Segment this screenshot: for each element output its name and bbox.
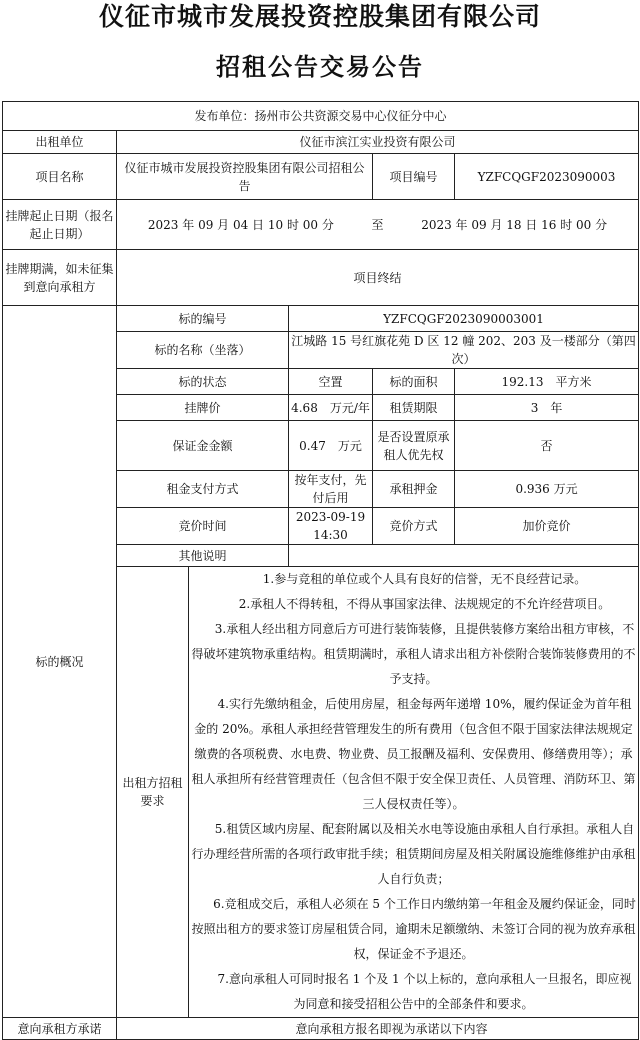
commitment-label: 意向承租方承诺 — [3, 1018, 117, 1040]
subject-bid-method-label: 竞价方式 — [373, 508, 455, 545]
document-subtitle: 招租公告交易公告 — [216, 52, 424, 81]
subject-area-label: 标的面积 — [373, 369, 455, 395]
listing-start: 2023 年 09 月 04 日 10 时 00 分 — [147, 217, 334, 232]
expiry-value: 项目终结 — [117, 250, 639, 306]
project-code-label: 项目编号 — [373, 154, 455, 200]
subject-bid-method-value: 加价竞价 — [455, 508, 639, 545]
subject-bid-time-value: 2023-09-19 14:30 — [289, 508, 373, 545]
project-name-value: 仪征市城市发展投资控股集团有限公司招租公告 — [117, 154, 373, 200]
subject-term-value: 3 年 — [455, 395, 639, 421]
subject-name-value: 江城路 15 号红旗花苑 D 区 12 幢 202、203 及一楼部分（第四次） — [289, 332, 639, 369]
subject-rent-deposit-label: 承租押金 — [373, 471, 455, 508]
expiry-label: 挂牌期满，如未征集到意向承租方 — [3, 250, 117, 306]
subject-deposit-label: 保证金金额 — [117, 421, 289, 471]
subject-priority-value: 否 — [455, 421, 639, 471]
publisher-row: 发布单位：扬州市公共资源交易中心仪征分中心 — [3, 102, 639, 131]
subject-term-label: 租赁期限 — [373, 395, 455, 421]
subject-status-value: 空置 — [289, 369, 373, 395]
subject-rent-deposit-value: 0.936 万元 — [455, 471, 639, 508]
requirement-item: 7.意向承租人可同时报名 1 个及 1 个以上标的，意向承租人一旦报名，即应视为同意和接受招租公告中的全部条件和要求。 — [217, 972, 632, 1011]
requirement-item: 3.承租人经出租方同意后方可进行装饰装修，且提供装修方案给出租方审核，不得破坏建筑物承重结构。租赁期满时，承租人请求出租方补偿附合装饰装修费用的不予支持。 — [191, 622, 636, 686]
subject-name-label: 标的名称（坐落） — [117, 332, 289, 369]
requirement-item: 6.竞租成交后，承租人必须在 5 个工作日内缴纳第一年租金及履约保证金，同时按照出租方的要求签订房屋租赁合同，逾期未足额缴纳、未签订合同的视为放弃承租权，保证金不予退还。 — [191, 897, 636, 961]
document-title: 仪征市城市发展投资控股集团有限公司 — [98, 2, 541, 31]
project-code-value: YZFCQGF2023090003 — [455, 154, 639, 200]
requirements-list — [189, 567, 639, 1018]
subject-code-label: 标的编号 — [117, 306, 289, 332]
requirements-label: 出租方招租要求 — [117, 567, 189, 1018]
commitment-value: 意向承租方报名即视为承诺以下内容 — [117, 1018, 639, 1040]
subject-price-label: 挂牌价 — [117, 395, 289, 421]
subject-other-label: 其他说明 — [117, 545, 289, 567]
subject-price-value: 4.68 万元/年 — [289, 395, 373, 421]
subject-deposit-value: 0.47 万元 — [289, 421, 373, 471]
subject-bid-time-label: 竞价时间 — [117, 508, 289, 545]
subject-payment-label: 租金支付方式 — [117, 471, 289, 508]
listing-to: 至 — [371, 217, 384, 232]
lessor-value: 仪征市滨江实业投资有限公司 — [117, 131, 639, 154]
announcement-table — [2, 101, 639, 1040]
subject-status-label: 标的状态 — [117, 369, 289, 395]
lessor-label: 出租单位 — [3, 131, 117, 154]
requirement-item: 1.参与竞租的单位或个人具有良好的信誉，无不良经营记录。 — [262, 572, 587, 586]
requirement-item: 4.实行先缴纳租金，后使用房屋，租金每两年递增 10%，履约保证金为首年租金的 20%。承租人承担经营管理发生的所有费用（包含但不限于国家法律法规规定缴费的各项税费、水电费、物业费、员工报酬及福利、安保费用、修缮费用等）；承租人承担所有经营管理责任（包含但不限于安全保卫责任、人员管理、消防环卫、第三人侵权责任等）。 — [191, 697, 636, 811]
listing-period-value — [117, 200, 639, 250]
subject-label: 标的概况 — [3, 306, 117, 1018]
subject-area-value: 192.13 平方米 — [455, 369, 639, 395]
subject-payment-value: 按年支付，先付后用 — [289, 471, 373, 508]
project-name-label: 项目名称 — [3, 154, 117, 200]
listing-period-label: 挂牌起止日期（报名起止日期） — [3, 200, 117, 250]
listing-end: 2023 年 09 月 18 日 16 时 00 分 — [421, 217, 608, 232]
requirement-item: 2.承租人不得转租，不得从事国家法律、法规规定的不允许经营项目。 — [238, 597, 611, 611]
subject-other-value — [289, 545, 639, 567]
subject-priority-label: 是否设置原承租人优先权 — [373, 421, 455, 471]
subject-code-value: YZFCQGF2023090003001 — [289, 306, 639, 332]
requirement-item: 5.租赁区域内房屋、配套附属以及相关水电等设施由承租人自行承担。承租人自行办理经营所需的各项行政审批手续；租赁期间房屋及相关附属设施维修维护由承租人自行负责； — [191, 822, 636, 886]
